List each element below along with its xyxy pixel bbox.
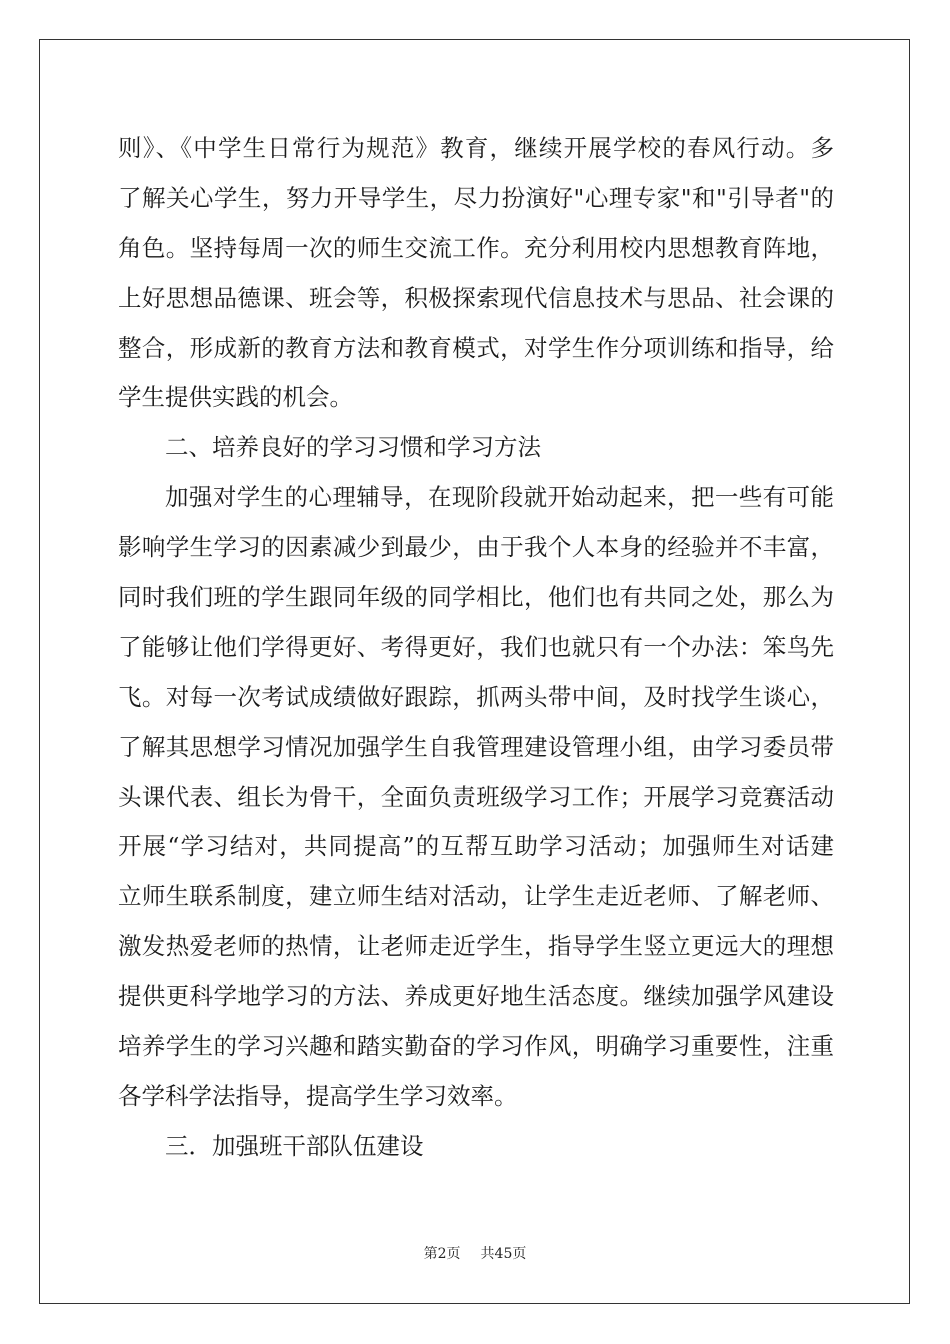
page-number: 第2页 — [423, 1246, 461, 1262]
text-line: 头课代表、组长为骨干，全面负责班级学习工作；开展学习竞赛活动 — [118, 782, 834, 811]
text-line: 了解其思想学习情况加强学生自我管理建设管理小组，由学习委员带 — [118, 732, 834, 761]
text-line: 培养学生的学习兴趣和踏实勤奋的学习作风，明确学习重要性，注重 — [118, 1032, 834, 1061]
text-line: 学生提供实践的机会。 — [118, 383, 353, 412]
text-line: 各学科学法指导，提高学生学习效率。 — [118, 1081, 518, 1110]
text-line: 角色。坚持每周一次的师生交流工作。充分利用校内思想教育阵地， — [118, 233, 834, 262]
text-line: 加强对学生的心理辅导，在现阶段就开始动起来，把一些有可能 — [165, 483, 834, 512]
text-line: 飞。对每一次考试成绩做好跟踪，抓两头带中间，及时找学生谈心， — [118, 682, 834, 711]
text-line: 了解关心学生，努力开导学生，尽力扮演好"心理专家"和"引导者"的 — [118, 183, 834, 212]
text-line: 立师生联系制度，建立师生结对活动，让学生走近老师、了解老师、 — [118, 882, 834, 911]
page-footer — [0, 1243, 950, 1263]
text-line: 上好思想品德课、班会等，积极探索现代信息技术与思品、社会课的 — [118, 283, 834, 312]
section-heading: 二、培养良好的学习习惯和学习方法 — [165, 433, 541, 462]
document-body — [118, 124, 834, 1172]
text-line: 则》、《中学生日常行为规范》教育，继续开展学校的春风行动。多 — [118, 134, 834, 162]
section-heading: 三．加强班干部队伍建设 — [165, 1131, 424, 1160]
text-line: 提供更科学地学习的方法、养成更好地生活态度。继续加强学风建设 — [118, 982, 834, 1011]
text-line: 整合，形成新的教育方法和教育模式，对学生作分项训练和指导，给 — [118, 333, 834, 362]
text-line: 影响学生学习的因素减少到最少，由于我个人本身的经验并不丰富， — [118, 533, 834, 562]
text-line: 激发热爱老师的热情，让老师走近学生，指导学生竖立更远大的理想 — [118, 932, 834, 961]
text-line: 同时我们班的学生跟同年级的同学相比，他们也有共同之处，那么为 — [118, 583, 834, 612]
page-total: 共45页 — [480, 1246, 527, 1262]
text-line: 了能够让他们学得更好、考得更好，我们也就只有一个办法：笨鸟先 — [118, 632, 834, 661]
text-line: 开展“学习结对，共同提高”的互帮互助学习活动；加强师生对话建 — [118, 832, 834, 861]
